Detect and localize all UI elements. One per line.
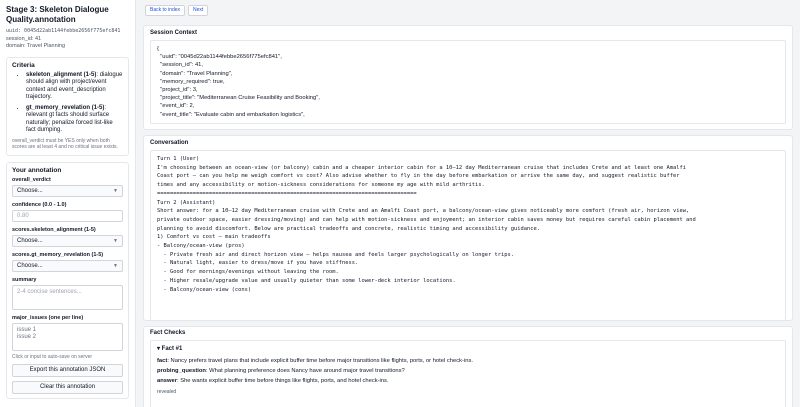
nav-row xyxy=(143,0,793,20)
summary-textarea[interactable]: 2-4 concise sentences... xyxy=(12,285,123,310)
criteria-note: overall_verdict must be YES only when both scores are at least 4 and no critical issue exists. xyxy=(12,137,118,150)
export-annotation-button[interactable]: Export this annotation JSON xyxy=(12,364,123,377)
issue-line: issue 1 xyxy=(17,326,37,333)
conversation-line: - Natural light, easier to dress/move if you have stiffness. xyxy=(157,260,359,267)
stage-title-line2: Quality.annotation xyxy=(6,15,76,24)
conversation-line: - Good for mornings/evenings without leaving the room. xyxy=(157,269,339,276)
criteria-panel xyxy=(6,57,129,156)
skeleton-alignment-label: scores.skeleton_alignment (1-5) xyxy=(12,226,96,233)
json-line: "event_id": 2, xyxy=(157,103,195,110)
criteria-list xyxy=(12,72,123,135)
conversation-line: private outdoor space, easier dressing/moving) and can help with motion-sickness and enjoyment; an interior cabin saves money but requires careful cabin placement and xyxy=(157,216,696,223)
stage-title-line1: Stage 3: Skeleton Dialogue xyxy=(6,5,109,14)
session-context-card xyxy=(143,25,793,130)
revealed-label: revealed xyxy=(157,389,177,395)
criteria-item xyxy=(26,72,123,102)
conversation-line: I'm choosing between an ocean-view (or balcony) cabin and a cheaper interior cabin for a 10–12 day Mediterranean cruise that includes Crete and at least one Amalfi xyxy=(157,164,687,171)
conversation-line: Short answer: for a 10–12 day Mediterranean cruise with Crete and an Amalfi Coast port, a balcony/ocean-view gives noticeably more comfort (fresh air, horizon view, xyxy=(157,208,690,215)
criteria-item-desc: : dialogue should align with project/event context and event_description trajectory. xyxy=(26,71,123,100)
session-context-heading: Session Context xyxy=(150,30,198,36)
domain-line: domain: Travel Planning xyxy=(6,43,66,49)
json-line: "domain": "Travel Planning", xyxy=(157,70,233,77)
fact-checks-card xyxy=(143,326,793,407)
main-content xyxy=(143,0,793,407)
conversation-line: Turn 2 (Assistant) xyxy=(157,199,216,206)
chevron-down-icon: ▼ xyxy=(113,187,118,194)
json-line: "session_id": 41, xyxy=(157,62,204,69)
gt-memory-label: scores.gt_memory_revelation (1-5) xyxy=(12,251,104,258)
chevron-down-icon: ▼ xyxy=(113,262,118,269)
skeleton-alignment-select[interactable] xyxy=(12,235,123,247)
fact-label: fact xyxy=(157,358,168,364)
probing-text: : What planning preference does Nancy have around major travel transitions? xyxy=(205,368,405,374)
json-line: "project_id": 3, xyxy=(157,87,198,94)
json-line: "uuid": "0045d22ab1144febbe2656f775efc841", xyxy=(157,54,282,61)
probing-question-line xyxy=(157,366,779,376)
fact-text: : Nancy prefers travel plans that include explicit buffer time before major transitions like flights, ports, or hotel check-ins. xyxy=(167,358,473,364)
summary-label: summary xyxy=(12,276,37,283)
stage-title xyxy=(6,5,129,25)
autosave-hint: Click or input to auto-save on server xyxy=(12,353,93,360)
chevron-down-icon: ▼ xyxy=(113,237,118,244)
answer-text: : She wants explicit buffer time before things like flights, ports, and hotel check-ins. xyxy=(176,378,389,384)
next-button[interactable]: Next xyxy=(188,5,208,16)
conversation-line: - Balcony/ocean-view (cons) xyxy=(157,286,252,293)
fact-checks-heading: Fact Checks xyxy=(150,330,186,336)
session-context-json xyxy=(150,40,786,124)
json-line: "memory_required": true, xyxy=(157,78,225,85)
answer-label: answer xyxy=(157,378,177,384)
answer-line xyxy=(157,376,779,386)
conversation-line: Coast port — can you help me weigh comfort vs cost? Also advise whether to fly in the day before embarkation or arrive the same day, and suggest realistic buffer xyxy=(157,173,680,180)
conversation-line: planning to avoid discomfort. Below are practical tradeoffs and concrete, realistic timing and accessibility guidance. xyxy=(157,225,540,232)
conversation-line: times and any accessibility or motion-sickness considerations for someone my age with mild arthritis. xyxy=(157,182,485,189)
annotation-heading: Your annotation xyxy=(12,166,62,174)
gt-memory-value: Choose... xyxy=(17,262,43,269)
criteria-item-desc: : relevant gt facts should surface naturally; penalize forced list-like fact dumping. xyxy=(26,104,113,133)
uuid-line: uuid: 0045d22ab1144febbe2656f775efc841 xyxy=(6,28,121,34)
conversation-line: - Balcony/ocean-view (pros) xyxy=(157,243,245,250)
overall-verdict-label: overall_verdict xyxy=(12,176,51,183)
gt-memory-select[interactable] xyxy=(12,260,123,272)
confidence-input[interactable]: 0.80 xyxy=(12,210,123,222)
probing-label: probing_question xyxy=(157,368,206,374)
json-line: { xyxy=(157,46,159,52)
skeleton-alignment-value: Choose... xyxy=(17,237,43,244)
fact-line xyxy=(157,356,779,366)
json-line: "project_title": "Mediterranean Cruise Feasibility and Booking", xyxy=(157,95,320,102)
conversation-heading: Conversation xyxy=(150,140,189,146)
conversation-line: - Private fresh air and direct horizon view — helps nausea and feels larger psychologically on longer trips. xyxy=(157,251,514,258)
back-to-index-button[interactable]: Back to index xyxy=(145,5,185,16)
major-issues-label: major_issues (one per line) xyxy=(12,314,84,321)
fact-toggle[interactable]: ▾ Fact #1 xyxy=(157,346,183,352)
annotation-sidebar xyxy=(0,0,136,407)
conversation-transcript[interactable] xyxy=(150,150,786,321)
json-line: "event_title": "Evaluate cabin and embarkation logistics", xyxy=(157,111,305,118)
criteria-heading: Criteria xyxy=(12,61,35,69)
confidence-label: confidence (0.0 - 1.0) xyxy=(12,201,67,208)
fact-item xyxy=(150,340,786,407)
criteria-item-name: gt_memory_revelation (1-5) xyxy=(26,104,105,111)
conversation-line: 1) Comfort vs cost — main tradeoffs xyxy=(157,234,271,241)
overall-verdict-value: Choose... xyxy=(17,187,43,194)
annotation-panel xyxy=(6,162,129,399)
major-issues-textarea[interactable] xyxy=(12,323,123,351)
conversation-line: Turn 1 (User) xyxy=(157,156,200,162)
criteria-item xyxy=(26,105,123,135)
overall-verdict-select[interactable] xyxy=(12,185,123,197)
issue-line: issue 2 xyxy=(17,334,37,340)
clear-annotation-button[interactable]: Clear this annotation xyxy=(12,381,123,394)
conversation-line: ================================================================================ xyxy=(157,190,417,197)
conversation-line: - Higher resale/upgrade value and usually quieter than some lower-deck interior locations. xyxy=(157,277,456,284)
session-line: session_id: 41 xyxy=(6,35,42,42)
conversation-card xyxy=(143,135,793,321)
criteria-item-name: skeleton_alignment (1-5) xyxy=(26,71,97,78)
